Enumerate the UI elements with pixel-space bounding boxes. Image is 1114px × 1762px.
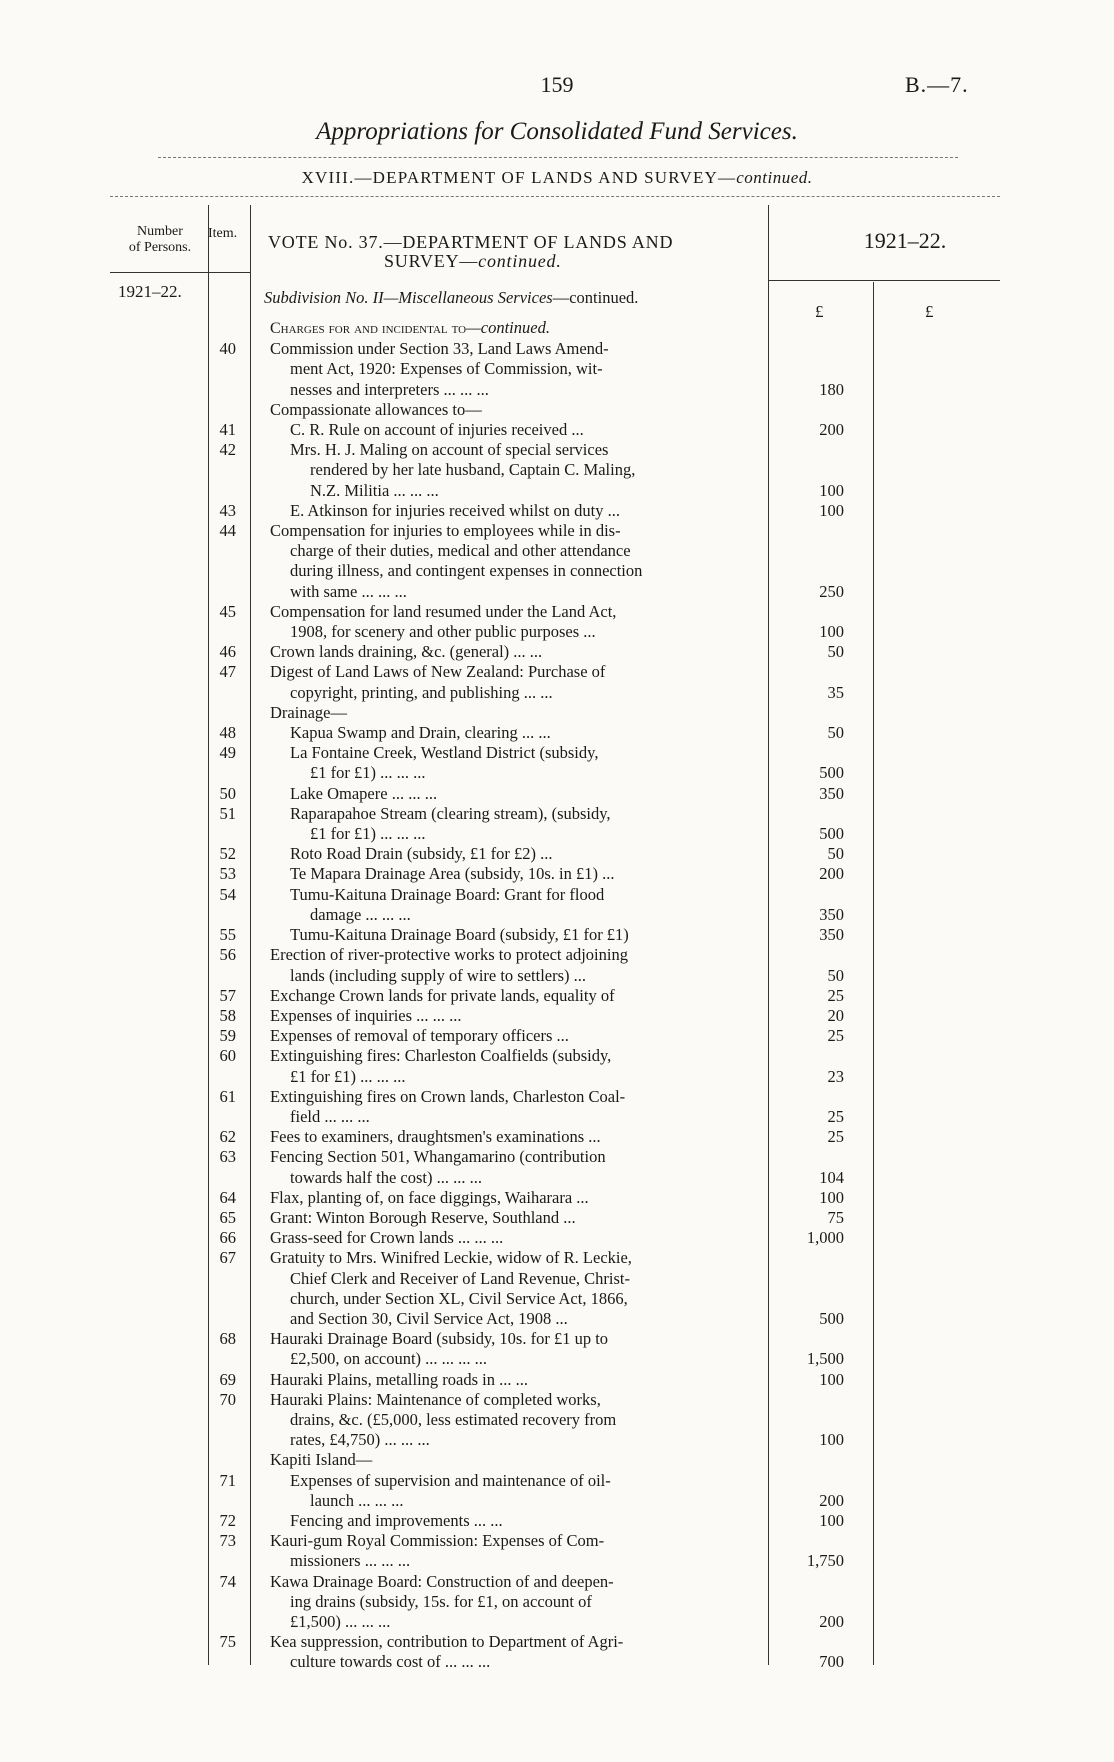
page-title: Appropriations for Consolidated Fund Services.	[316, 118, 798, 145]
description-line: Kea suppression, contribution to Department of Agri-	[270, 1632, 624, 1652]
table-row	[0, 945, 1114, 985]
amount: 100	[819, 1430, 844, 1450]
table-row	[0, 784, 1114, 804]
description-line: Fencing Section 501, Whangamarino (contribution	[270, 1147, 606, 1167]
table-row	[0, 1208, 1114, 1228]
year-header-rule	[768, 280, 1000, 281]
table-row	[0, 1471, 1114, 1511]
item-number: 61	[219, 1086, 236, 1106]
table-row	[0, 743, 1114, 783]
vote-header-line2	[268, 252, 758, 271]
item-number: 63	[219, 1147, 236, 1167]
table-row	[0, 602, 1114, 642]
item-description	[250, 440, 750, 501]
item-number: 50	[219, 783, 236, 803]
table-row	[0, 642, 1114, 662]
amount: 25	[827, 985, 844, 1005]
description-line: Roto Road Drain (subsidy, £1 for £2) ...	[290, 844, 553, 864]
vote-header-survey: SURVEY—	[384, 251, 479, 271]
amount: 23	[827, 1066, 844, 1086]
amount: 100	[819, 500, 844, 520]
item-number: 65	[219, 1207, 236, 1227]
amount: 100	[819, 1510, 844, 1530]
item-number: 58	[219, 1005, 236, 1025]
item-number: 69	[219, 1369, 236, 1389]
table-row	[0, 723, 1114, 743]
item-number	[0, 703, 250, 723]
description-line: C. R. Rule on account of injuries received ...	[290, 420, 584, 440]
description-line: drains, &c. (£5,000, less estimated recovery from	[290, 1409, 617, 1429]
description-line: Drainage—	[270, 702, 347, 722]
description-line: Extinguishing fires on Crown lands, Charleston Coal-	[270, 1086, 626, 1106]
section-heading-text: XVIII.—DEPARTMENT OF LANDS AND SURVEY—	[301, 168, 737, 187]
description-line: Tumu-Kaituna Drainage Board: Grant for flood	[290, 884, 605, 904]
item-description	[250, 420, 750, 440]
table-row	[0, 521, 1114, 602]
description-line: £1,500) ... ... ...	[290, 1612, 391, 1631]
description-line: rates, £4,750) ... ... ...	[290, 1430, 430, 1450]
item-number: 57	[219, 985, 236, 1005]
item-description	[250, 1147, 750, 1187]
item-number: 62	[219, 1127, 236, 1147]
amount: 50	[827, 642, 844, 662]
item-number: 70	[219, 1389, 236, 1409]
description-line: 1908, for scenery and other public purposes ...	[290, 622, 596, 642]
item-number: 41	[219, 420, 236, 440]
table-row	[0, 420, 1114, 440]
table-row	[0, 1329, 1114, 1369]
vote-header-continued: continued.	[478, 251, 562, 271]
item-description	[250, 1228, 750, 1248]
item-number: 40	[219, 339, 236, 359]
item-number: 42	[219, 440, 236, 460]
title-rule	[158, 157, 958, 158]
table-row	[0, 986, 1114, 1006]
item-description	[250, 642, 750, 662]
description-line: Flax, planting of, on face diggings, Waiharara ...	[270, 1187, 589, 1207]
item-description	[250, 885, 750, 925]
amount: 500	[819, 824, 844, 844]
amount: 200	[819, 1612, 844, 1631]
description-line: Fees to examiners, draughtsmen's examinations ...	[270, 1127, 601, 1147]
amount: 20	[827, 1005, 844, 1025]
description-line: Expenses of removal of temporary officers ...	[270, 1026, 569, 1046]
description-line: Hauraki Plains, metalling roads in ... ...	[270, 1369, 528, 1389]
description-line: lands (including supply of wire to settlers) ...	[290, 965, 587, 985]
description-line: missioners ... ... ...	[290, 1551, 411, 1571]
amount: 50	[827, 965, 844, 985]
description-line: Erection of river-protective works to protect adjoining	[270, 945, 628, 965]
item-description	[250, 1248, 750, 1329]
item-description	[250, 986, 750, 1006]
table-row	[0, 1026, 1114, 1046]
table-row	[0, 1572, 1114, 1633]
subdivision-continued: —continued.	[552, 288, 639, 307]
item-number	[0, 1450, 250, 1470]
table-row	[0, 1127, 1114, 1147]
description-line: ing drains (subsidy, 15s. for £1, on account of	[290, 1591, 592, 1611]
item-number: 45	[219, 601, 236, 621]
amount: 350	[819, 783, 844, 803]
item-number: 68	[219, 1329, 236, 1349]
item-description	[250, 1208, 750, 1228]
item-number	[0, 400, 250, 420]
table-row	[0, 501, 1114, 521]
item-number: 67	[219, 1248, 236, 1268]
pound-sign-col1: £	[815, 302, 824, 321]
item-description	[250, 784, 750, 804]
item-number: 46	[219, 642, 236, 662]
table-row	[0, 703, 1114, 723]
item-description	[250, 844, 750, 864]
description-line: Compensation for injuries to employees while in dis-	[270, 521, 621, 541]
item-description	[250, 723, 750, 743]
table-row	[0, 1228, 1114, 1248]
description-line: Kapua Swamp and Drain, clearing ... ...	[290, 723, 551, 743]
description-line: Tumu-Kaituna Drainage Board (subsidy, £1 for £1)	[290, 925, 629, 945]
description-line: church, under Section XL, Civil Service Act, 1866,	[290, 1288, 628, 1308]
item-description	[250, 662, 750, 702]
item-description	[250, 501, 750, 521]
amount: 25	[827, 1127, 844, 1147]
item-description	[250, 1450, 750, 1470]
item-number: 56	[219, 945, 236, 965]
description-line: Chief Clerk and Receiver of Land Revenue, Christ-	[290, 1268, 630, 1288]
amount: 100	[819, 1187, 844, 1207]
persons-column-header	[110, 224, 210, 256]
description-line: Digest of Land Laws of New Zealand: Purchase of	[270, 662, 606, 682]
amount: 50	[827, 723, 844, 743]
item-description	[250, 1026, 750, 1046]
amount: 350	[819, 904, 844, 924]
description-line: field ... ... ...	[290, 1106, 370, 1126]
description-line: charge of their duties, medical and other attendance	[290, 541, 631, 561]
table-row	[0, 1188, 1114, 1208]
description-line: Expenses of inquiries ... ... ...	[270, 1005, 462, 1025]
item-number: 66	[219, 1228, 236, 1248]
item-description	[250, 1087, 750, 1127]
item-description	[250, 521, 750, 602]
table-row	[0, 1511, 1114, 1531]
vote-header	[268, 233, 758, 271]
section-heading	[0, 168, 1114, 188]
amount: 200	[819, 1490, 844, 1510]
item-description	[250, 1471, 750, 1511]
item-description	[250, 1572, 750, 1633]
pound-sign-col2: £	[925, 302, 934, 321]
item-number: 51	[219, 803, 236, 823]
description-line: £1 for £1) ... ... ...	[310, 763, 426, 783]
description-line: £1 for £1) ... ... ...	[290, 1066, 406, 1086]
page-reference: B.—7.	[905, 72, 969, 97]
amount: 1,750	[806, 1551, 844, 1571]
description-line: Gratuity to Mrs. Winifred Leckie, widow of R. Leckie,	[270, 1248, 632, 1268]
description-line: Extinguishing fires: Charleston Coalfields (subsidy,	[270, 1046, 612, 1066]
table-row	[0, 804, 1114, 844]
description-line: and Section 30, Civil Service Act, 1908 ...	[290, 1308, 568, 1328]
description-line: Fencing and improvements ... ...	[290, 1510, 503, 1530]
item-number: 73	[219, 1531, 236, 1551]
item-description	[250, 1370, 750, 1390]
description-line: Mrs. H. J. Maling on account of special services	[290, 440, 609, 460]
amount: 50	[827, 844, 844, 864]
amount: 180	[819, 379, 844, 399]
item-description	[250, 864, 750, 884]
description-line: Kauri-gum Royal Commission: Expenses of Com-	[270, 1531, 605, 1551]
amount: 25	[827, 1026, 844, 1046]
table-row	[0, 1046, 1114, 1086]
description-line: ment Act, 1920: Expenses of Commission, wit-	[290, 359, 603, 379]
entries-table	[0, 318, 1114, 1673]
item-number: 59	[219, 1026, 236, 1046]
description-line: Lake Omapere ... ... ...	[290, 783, 438, 803]
amount: 35	[827, 682, 844, 702]
description-line: Hauraki Drainage Board (subsidy, 10s. for £1 up to	[270, 1329, 609, 1349]
charges-heading-row	[0, 318, 1114, 339]
page-number: 159	[540, 72, 574, 97]
item-description	[250, 602, 750, 642]
persons-header-line2: of Persons.	[128, 240, 192, 255]
table-row	[0, 1087, 1114, 1127]
description-line: launch ... ... ...	[310, 1490, 404, 1510]
amount: 200	[819, 420, 844, 440]
amount: 250	[819, 581, 844, 601]
vote-header-line1: VOTE No. 37.—DEPARTMENT OF LANDS AND	[268, 232, 674, 252]
item-description	[250, 1632, 750, 1672]
table-row	[0, 1450, 1114, 1470]
charges-continued: —continued.	[466, 318, 550, 337]
description-line: with same ... ... ...	[290, 581, 407, 601]
description-line: Raparapahoe Stream (clearing stream), (subsidy,	[290, 803, 611, 823]
amount: 100	[819, 480, 844, 500]
item-description	[250, 1188, 750, 1208]
description-line: Commission under Section 33, Land Laws Amend-	[270, 339, 609, 359]
table-row	[0, 400, 1114, 420]
description-line: E. Atkinson for injuries received whilst on duty ...	[290, 500, 620, 520]
table-row	[0, 662, 1114, 702]
description-line: N.Z. Militia ... ... ...	[310, 480, 439, 500]
table-row	[0, 1531, 1114, 1571]
item-column-header: Item.	[208, 226, 238, 241]
item-description	[250, 1329, 750, 1369]
table-row	[0, 339, 1114, 400]
item-description	[250, 743, 750, 783]
item-description	[250, 1046, 750, 1086]
description-line: nesses and interpreters ... ... ...	[290, 379, 489, 399]
item-number: 72	[219, 1510, 236, 1530]
description-line: Kawa Drainage Board: Construction of and deepen-	[270, 1571, 614, 1591]
description-line: Grass-seed for Crown lands ... ... ...	[270, 1228, 504, 1248]
subdivision-heading	[264, 288, 638, 308]
year-column-header: 1921–22.	[863, 228, 947, 253]
item-number: 60	[219, 1046, 236, 1066]
description-line: Exchange Crown lands for private lands, equality of	[270, 985, 615, 1005]
item-description	[250, 400, 750, 420]
item-description	[250, 1531, 750, 1571]
item-number: 55	[219, 925, 236, 945]
item-number: 49	[219, 743, 236, 763]
persons-header-line1: Number	[137, 224, 183, 239]
table-row	[0, 885, 1114, 925]
description-line: £1 for £1) ... ... ...	[310, 824, 426, 844]
description-line: Kapiti Island—	[270, 1450, 373, 1470]
description-line: Expenses of supervision and maintenance of oil-	[290, 1470, 611, 1490]
amount: 75	[827, 1207, 844, 1227]
description-line: Grant: Winton Borough Reserve, Southland ...	[270, 1207, 576, 1227]
item-number: 74	[219, 1571, 236, 1591]
item-number: 47	[219, 662, 236, 682]
description-line: Compassionate allowances to—	[270, 399, 482, 419]
description-line: Hauraki Plains: Maintenance of completed works,	[270, 1389, 601, 1409]
description-line: copyright, printing, and publishing ... ...	[290, 682, 553, 702]
amount: 350	[819, 925, 844, 945]
section-heading-continued: continued.	[736, 168, 813, 187]
description-line: rendered by her late husband, Captain C. Maling,	[310, 460, 636, 480]
table-row	[0, 1006, 1114, 1026]
table-row	[0, 1390, 1114, 1451]
item-description	[250, 1511, 750, 1531]
amount: 700	[819, 1652, 844, 1672]
amount: 500	[819, 1308, 844, 1328]
item-number: 54	[219, 884, 236, 904]
item-number: 53	[219, 864, 236, 884]
persons-year-label: 1921–22.	[118, 282, 182, 301]
item-number: 44	[219, 521, 236, 541]
section-rule	[110, 196, 1000, 197]
description-line: towards half the cost) ... ... ...	[290, 1167, 482, 1187]
item-number: 48	[219, 723, 236, 743]
table-row	[0, 844, 1114, 864]
subdivision-title: Subdivision No. II—Miscellaneous Services	[264, 288, 553, 307]
item-number: 64	[219, 1187, 236, 1207]
amount: 500	[819, 763, 844, 783]
description-line: Te Mapara Drainage Area (subsidy, 10s. in £1) ...	[290, 864, 615, 884]
item-description	[250, 1006, 750, 1026]
amount: 25	[827, 1106, 844, 1126]
item-description	[250, 1127, 750, 1147]
persons-header-rule	[110, 272, 208, 273]
amount: 100	[819, 622, 844, 642]
description-line: during illness, and contingent expenses in connection	[290, 561, 643, 581]
table-row	[0, 925, 1114, 945]
amount: 200	[819, 864, 844, 884]
table-row	[0, 1248, 1114, 1329]
item-description	[250, 945, 750, 985]
table-row	[0, 1370, 1114, 1390]
item-number: 75	[219, 1632, 236, 1652]
item-number: 43	[219, 500, 236, 520]
entry-rows	[0, 339, 1114, 1672]
item-number: 52	[219, 844, 236, 864]
item-description	[250, 925, 750, 945]
amount: 104	[819, 1167, 844, 1187]
item-number: 71	[219, 1470, 236, 1490]
item-description	[250, 339, 750, 400]
item-header-rule	[208, 272, 250, 273]
description-line: damage ... ... ...	[310, 904, 411, 924]
description-line: £2,500, on account) ... ... ... ...	[290, 1349, 488, 1369]
charges-heading: Charges for and incidental to	[270, 320, 467, 337]
amount: 100	[819, 1369, 844, 1389]
item-description	[250, 1390, 750, 1451]
table-row	[0, 1147, 1114, 1187]
table-row	[0, 440, 1114, 501]
amount: 1,000	[806, 1228, 844, 1248]
table-row	[0, 1632, 1114, 1672]
amount: 1,500	[806, 1349, 844, 1369]
description-line: culture towards cost of ... ... ...	[290, 1652, 491, 1672]
description-line: Crown lands draining, &c. (general) ... ...	[270, 642, 543, 662]
item-description	[250, 703, 750, 723]
description-line: La Fontaine Creek, Westland District (subsidy,	[290, 743, 599, 763]
item-description	[250, 804, 750, 844]
table-row	[0, 864, 1114, 884]
description-line: Compensation for land resumed under the Land Act,	[270, 601, 617, 621]
